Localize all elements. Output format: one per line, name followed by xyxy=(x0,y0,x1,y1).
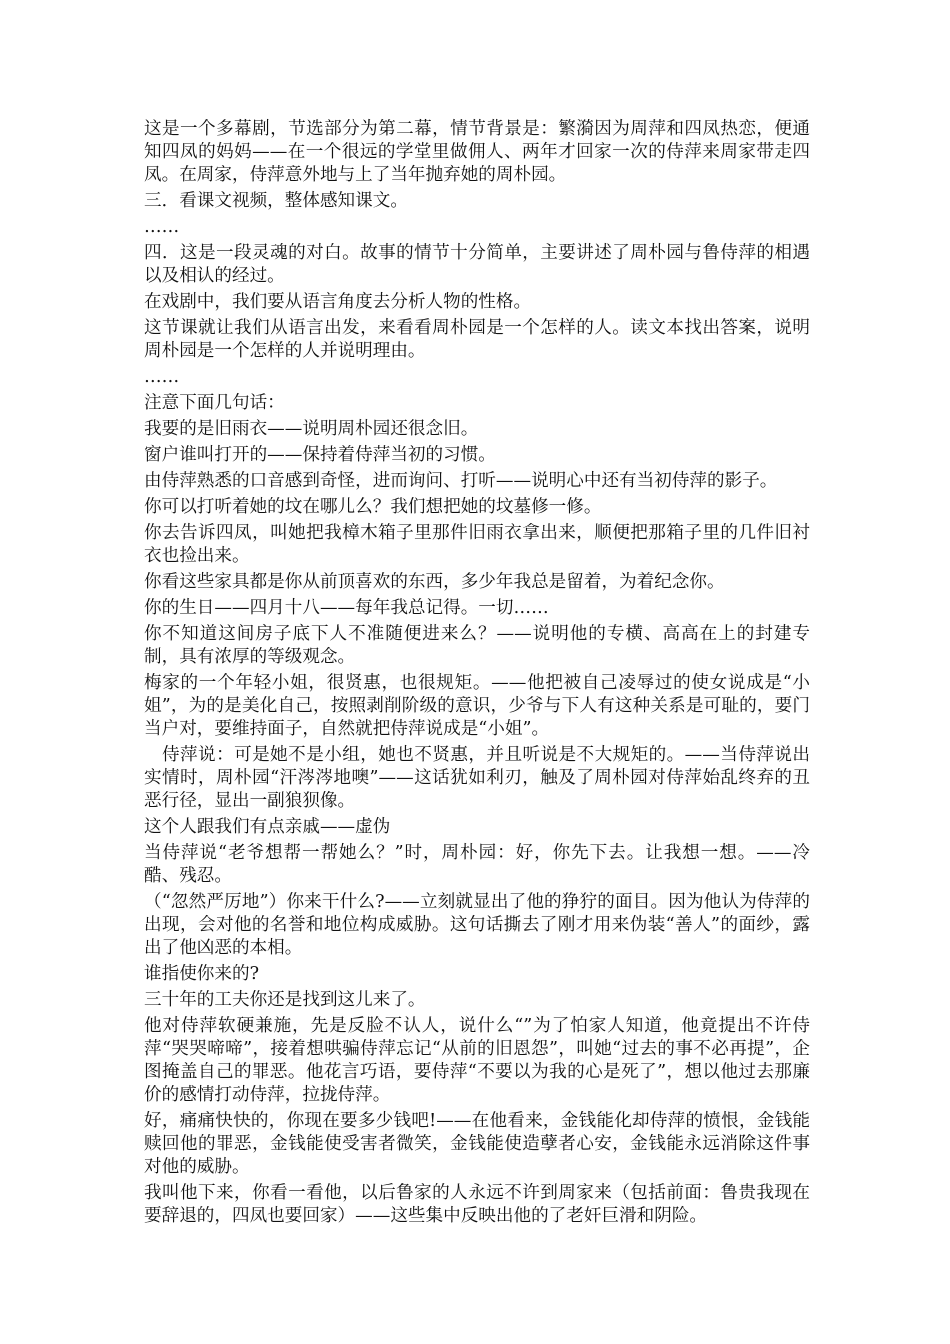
paragraph-quote: 你可以打听着她的坟在哪儿么？我们想把她的坟墓修一修。 xyxy=(144,497,602,517)
paragraph-quote: 谁指使你来的? xyxy=(144,964,259,984)
paragraph-section-three: 三．看课文视频，整体感知课文。 xyxy=(144,191,408,211)
paragraph-quote: 你看这些家具都是你从前顶喜欢的东西，多少年我总是留着，为着纪念你。 xyxy=(144,572,725,592)
paragraph-section-four: 四．这是一段灵魂的对白。故事的情节十分简单，主要讲述了周朴园与鲁侍萍的相遇以及相认的经过。 xyxy=(144,243,810,286)
paragraph-quote: 你去告诉四凤，叫她把我樟木箱子里那件旧雨衣拿出来，顺便把那箱子里的几件旧衬衣也捡出来。 xyxy=(144,523,810,566)
paragraph-ellipsis: …… xyxy=(144,217,180,237)
paragraph-analysis: 我叫他下来，你看一看他，以后鲁家的人永远不许到周家来（包括前面：鲁贵我现在要辞退的，四凤也要回家）——这些集中反映出他的了老奸巨滑和阴险。 xyxy=(144,1183,810,1226)
paragraph-quote: 窗户谁叫打开的——保持着侍萍当初的习惯。 xyxy=(144,445,496,465)
paragraph-quote: （“忽然严厉地”）你来干什么?——立刻就显出了他的狰狞的面目。因为他认为侍萍的出现，会对他的名誉和地位构成威胁。这句话撕去了刚才用来伪装“善人”的面纱，露出了他凶恶的本相。 xyxy=(144,892,810,958)
paragraph-ellipsis: …… xyxy=(144,367,180,387)
paragraph-task: 这节课就让我们从语言出发，来看看周朴园是一个怎样的人。读文本找出答案，说明周朴园是一个怎样的人并说明理由。 xyxy=(144,318,810,361)
paragraph-quote: 这个人跟我们有点亲戚——虚伪 xyxy=(144,817,391,837)
document-body xyxy=(144,118,810,1231)
paragraph-background: 这是一个多幕剧，节选部分为第二幕，情节背景是：繁漪因为周萍和四凤热恋，便通知四凤的妈妈——在一个很远的学堂里做佣人、两年才回家一次的侍萍来周家带走四凤。在周家，侍萍意外地与上了当年抛弃她的周朴园。 xyxy=(144,119,810,185)
paragraph-analysis: 好，痛痛快快的，你现在要多少钱吧!——在他看来，金钱能化却侍萍的愤恨，金钱能赎回他的罪恶，金钱能使受害者微笑，金钱能使造孽者心安，金钱能永远消除这件事对他的威胁。 xyxy=(144,1111,810,1177)
paragraph-quote: 你不知道这间房子底下人不准随便进来么？——说明他的专横、高高在上的封建专制，具有浓厚的等级观念。 xyxy=(144,624,810,667)
paragraph-drama-analysis: 在戏剧中，我们要从语言角度去分析人物的性格。 xyxy=(144,292,532,312)
paragraph-quote: 侍萍说：可是她不是小组，她也不贤惠，并且听说是不大规矩的。——当侍萍说出实情时，周朴园“汗涔涔地噢”——这话犹如利刃，触及了周朴园对侍萍始乱终弃的丑恶行径，显出一副狼狈像。 xyxy=(144,745,810,811)
paragraph-note-heading: 注意下面几句话： xyxy=(144,393,285,413)
paragraph-quote: 由侍萍熟悉的口音感到奇怪，进而询问、打听——说明心中还有当初侍萍的影子。 xyxy=(144,471,778,491)
paragraph-analysis: 他对侍萍软硬兼施，先是反脸不认人，说什么“”为了怕家人知道，他竟提出不许侍萍“哭哭啼啼”，接着想哄骗侍萍忘记“从前的旧恩怨”，叫她“过去的事不必再提”，企图掩盖自己的罪恶。他花言巧语，要侍萍“不要以为我的心是死了”，想以他过去那廉价的感情打动侍萍，拉拢侍萍。 xyxy=(144,1016,810,1105)
paragraph-quote: 梅家的一个年轻小姐，很贤惠，也很规矩。——他把被自己凌辱过的使女说成是“小姐”，为的是美化自己，按照剥削阶级的意识，少爷与下人有这种关系是可耻的，要门当户对，要维持面子，自然就把侍萍说成是“小姐”。 xyxy=(144,673,810,739)
paragraph-quote: 你的生日——四月十八——每年我总记得。一切…… xyxy=(144,598,549,618)
paragraph-quote: 三十年的工夫你还是找到这儿来了。 xyxy=(144,990,426,1010)
paragraph-quote: 当侍萍说“老爷想帮一帮她么？”时，周朴园：好，你先下去。让我想一想。——冷酷、残忍。 xyxy=(144,843,810,886)
paragraph-quote: 我要的是旧雨衣——说明周朴园还很念旧。 xyxy=(144,419,479,439)
